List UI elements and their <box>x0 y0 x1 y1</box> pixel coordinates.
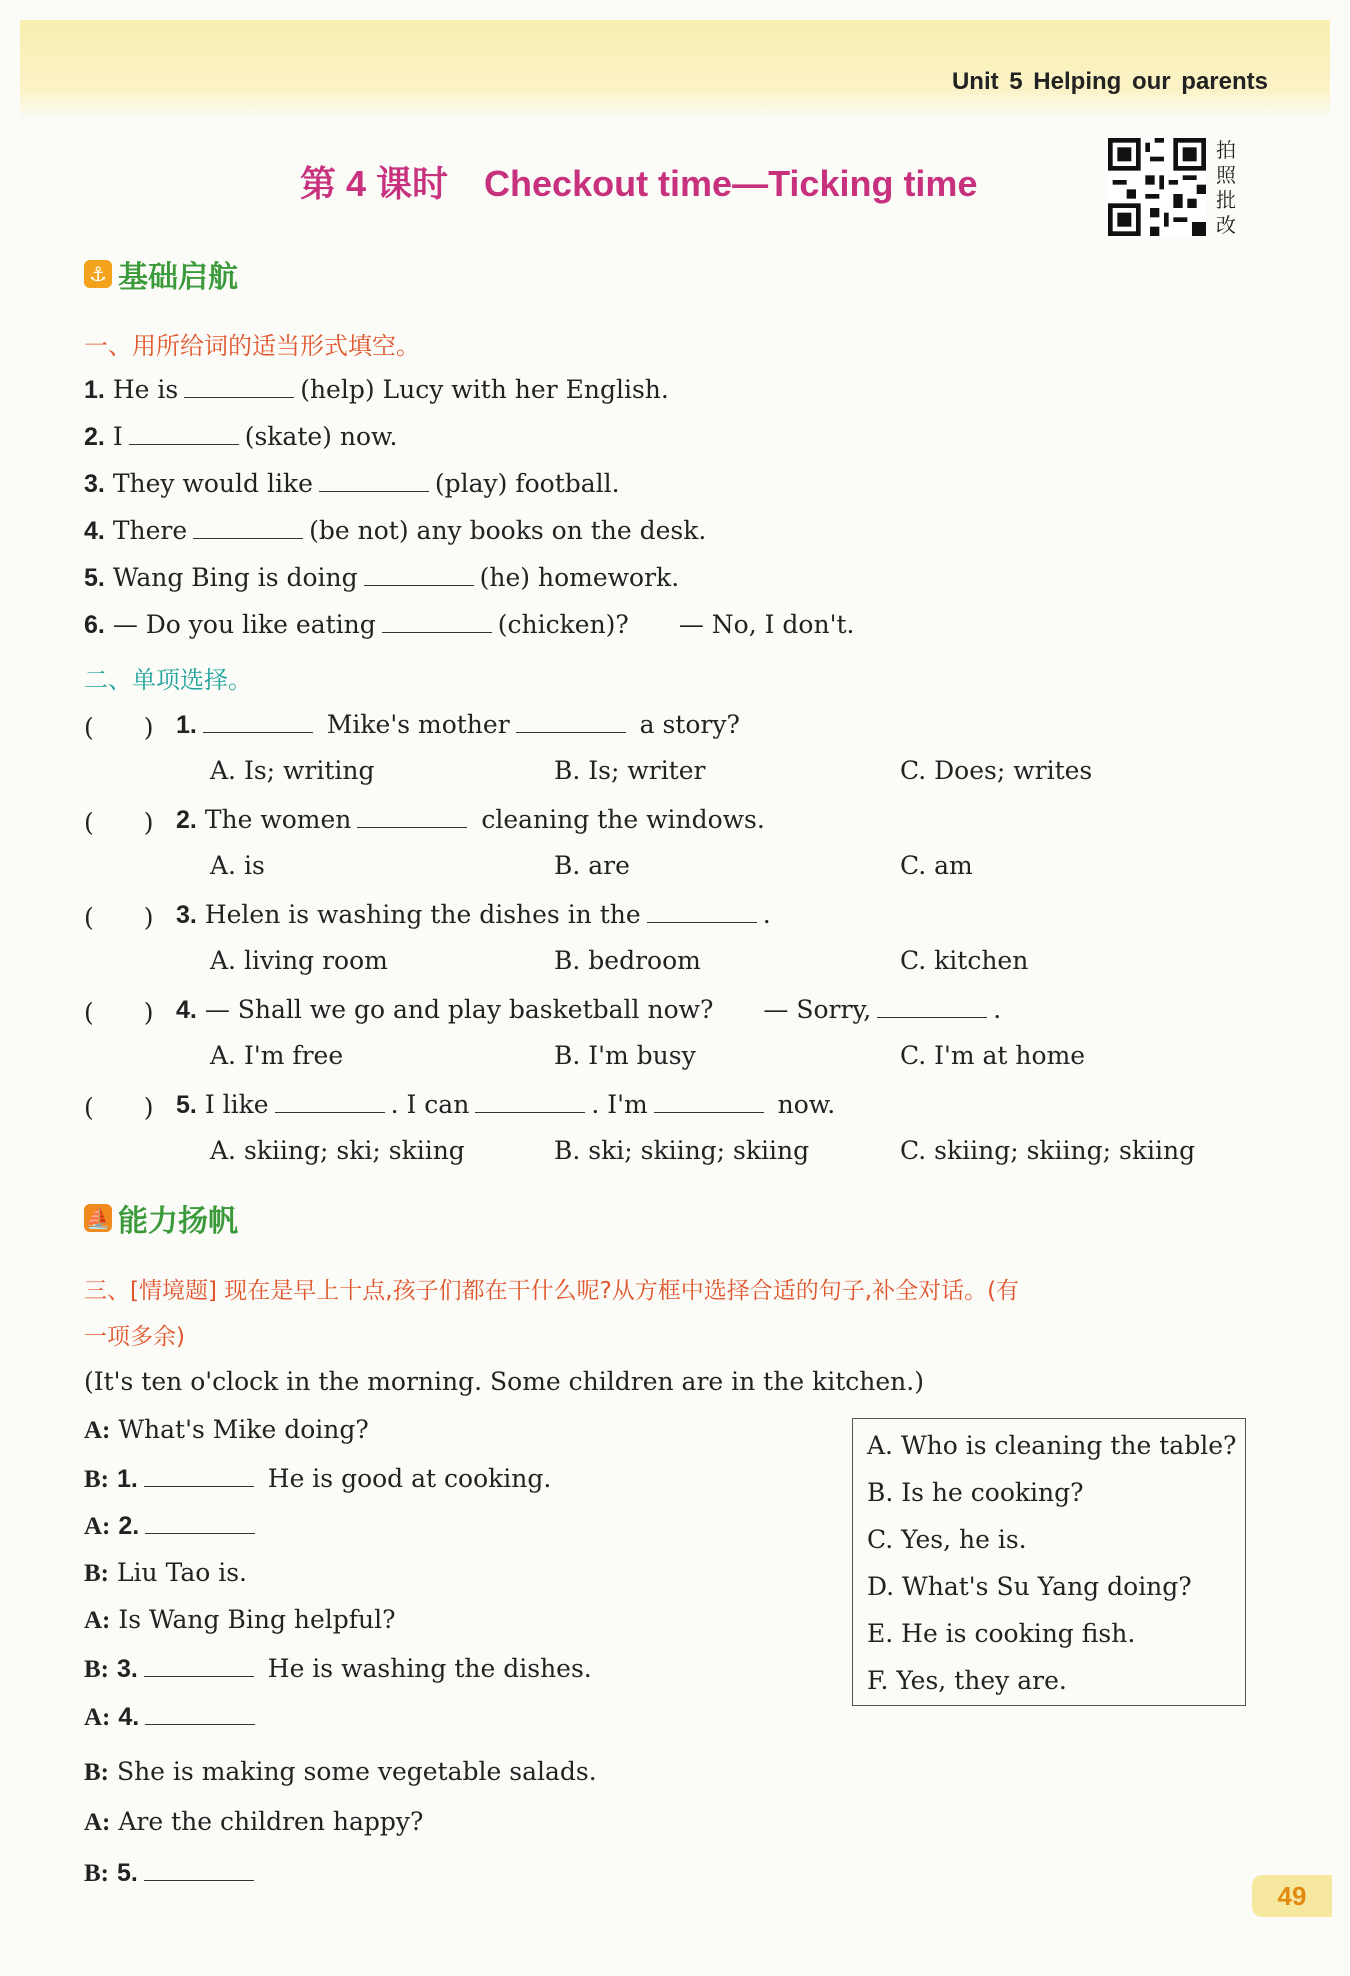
sail-icon: ⛵ <box>85 1206 111 1230</box>
fill-item: 6. — Do you like eating (chicken)? — No, I don't. <box>84 610 855 639</box>
option-c: C. Does; writes <box>900 756 1093 785</box>
answer-paren[interactable]: ( ) <box>84 903 154 932</box>
fill-item: 5. Wang Bing is doing (he) homework. <box>84 563 680 592</box>
anchor-icon: ⚓ <box>84 260 112 288</box>
answer-paren[interactable]: ( ) <box>84 808 154 837</box>
answer-blank[interactable] <box>193 514 303 539</box>
answer-blank[interactable] <box>144 1856 254 1881</box>
answer-blank[interactable] <box>357 803 467 828</box>
unit-label: Unit 5 Helping our parents <box>951 68 1268 95</box>
qr-code-icon[interactable] <box>1108 138 1206 236</box>
section-title: 能力扬帆 <box>118 1204 238 1239</box>
choice-question: 5. I like . I can . I'm now. <box>176 1090 836 1119</box>
answer-blank[interactable] <box>184 373 294 398</box>
dialogue-line: B: 5. <box>84 1856 260 1890</box>
choice-question: 2. The women cleaning the windows. <box>176 805 765 834</box>
part3-instruction-cont: 一项多余) <box>84 1324 185 1350</box>
box-option: F. Yes, they are. <box>867 1666 1067 1695</box>
answer-blank[interactable] <box>319 467 429 492</box>
fill-item: 3. They would like (play) football. <box>84 469 620 498</box>
options-box <box>852 1418 1246 1706</box>
answer-paren[interactable]: ( ) <box>84 998 154 1027</box>
option-a: A. skiing; ski; skiing <box>210 1136 465 1165</box>
context-note: (It's ten o'clock in the morning. Some children are in the kitchen.) <box>84 1367 924 1396</box>
answer-blank[interactable] <box>144 1652 254 1677</box>
page-number: 49 <box>1252 1875 1332 1917</box>
option-c: C. am <box>900 851 973 880</box>
answer-paren[interactable]: ( ) <box>84 1093 154 1122</box>
part3-instruction: 三、[情境题] 现在是早上十点,孩子们都在干什么呢?从方框中选择合适的句子,补全对话。(有 <box>84 1278 1020 1304</box>
dialogue-line: A: Are the children happy? <box>84 1807 424 1836</box>
option-b: B. I'm busy <box>554 1041 696 1070</box>
answer-blank[interactable] <box>516 708 626 733</box>
dialogue-line: B: She is making some vegetable salads. <box>84 1757 597 1786</box>
answer-blank[interactable] <box>129 420 239 445</box>
box-option: C. Yes, he is. <box>867 1525 1027 1554</box>
dialogue-line: B: 3. He is washing the dishes. <box>84 1654 592 1683</box>
box-option: A. Who is cleaning the table? <box>867 1431 1237 1460</box>
section-title: 基础启航 <box>118 260 238 295</box>
section-heading-basic <box>84 252 238 296</box>
answer-blank[interactable] <box>145 1700 255 1725</box>
answer-blank[interactable] <box>203 708 313 733</box>
fill-item: 4. There (be not) any books on the desk. <box>84 516 707 545</box>
box-option: B. Is he cooking? <box>867 1478 1084 1507</box>
answer-blank[interactable] <box>647 898 757 923</box>
dialogue-line: A: 2. <box>84 1509 261 1543</box>
dialogue-line: A: What's Mike doing? <box>84 1415 369 1444</box>
option-a: A. is <box>210 851 265 880</box>
choice-question: 3. Helen is washing the dishes in the . <box>176 900 771 929</box>
option-a: A. living room <box>210 946 388 975</box>
lesson-name: Checkout time—Ticking time <box>484 163 978 204</box>
answer-blank[interactable] <box>364 561 474 586</box>
option-c: C. I'm at home <box>900 1041 1086 1070</box>
answer-blank[interactable] <box>275 1088 385 1113</box>
dialogue-line: B: Liu Tao is. <box>84 1558 248 1587</box>
option-b: B. bedroom <box>554 946 701 975</box>
part2-instruction: 二、单项选择。 <box>84 666 252 694</box>
option-b: B. Is; writer <box>554 756 706 785</box>
box-option: D. What's Su Yang doing? <box>867 1572 1192 1601</box>
fill-item: 2. I (skate) now. <box>84 422 398 451</box>
fill-item: 1. He is (help) Lucy with her English. <box>84 375 669 404</box>
answer-blank[interactable] <box>144 1462 254 1487</box>
answer-blank[interactable] <box>654 1088 764 1113</box>
choice-question: 4. — Shall we go and play basketball now? — Sorry, . <box>176 995 1002 1024</box>
box-option: E. He is cooking fish. <box>867 1619 1136 1648</box>
lesson-number: 第 4 课时 <box>300 163 449 204</box>
option-b: B. ski; skiing; skiing <box>554 1136 810 1165</box>
answer-paren[interactable]: ( ) <box>84 713 154 742</box>
option-c: C. skiing; skiing; skiing <box>900 1136 1196 1165</box>
section-heading-ability <box>84 1196 238 1240</box>
answer-blank[interactable] <box>475 1088 585 1113</box>
dialogue-line: A: Is Wang Bing helpful? <box>84 1605 396 1634</box>
answer-blank[interactable] <box>145 1509 255 1534</box>
choice-question: 1. Mike's mother a story? <box>176 710 740 739</box>
answer-blank[interactable] <box>382 608 492 633</box>
qr-label: 拍照批改 <box>1216 138 1236 237</box>
part1-instruction: 一、用所给词的适当形式填空。 <box>84 332 420 360</box>
option-a: A. I'm free <box>210 1041 344 1070</box>
option-b: B. are <box>554 851 630 880</box>
dialogue-line: A: 4. <box>84 1700 261 1734</box>
option-a: A. Is; writing <box>210 756 375 785</box>
answer-blank[interactable] <box>877 993 987 1018</box>
option-c: C. kitchen <box>900 946 1029 975</box>
dialogue-line: B: 1. He is good at cooking. <box>84 1464 552 1493</box>
lesson-title <box>300 156 977 207</box>
